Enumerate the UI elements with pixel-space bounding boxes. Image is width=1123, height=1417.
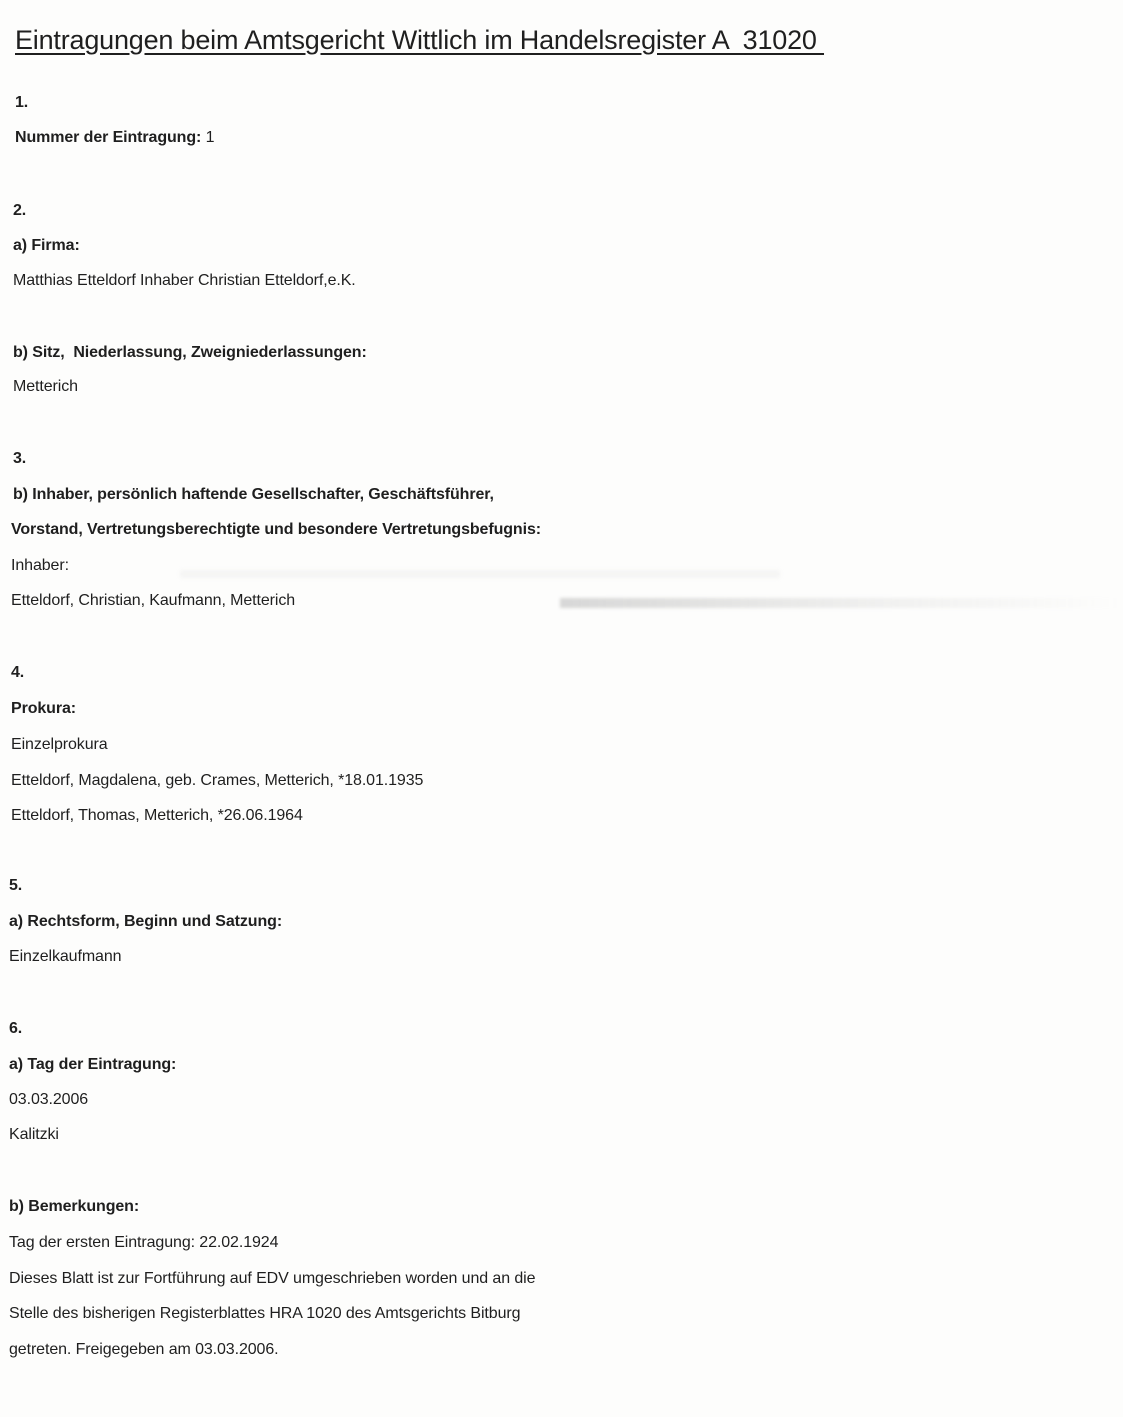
eintragungstag-signatory: Kalitzki [9,1126,59,1143]
rechtsform-label: a) Rechtsform, Beginn und Satzung: [9,913,283,930]
entry-number-row [15,129,214,147]
entry-number-value: 1 [201,129,215,146]
section-number-3: 3. [13,450,27,467]
section-number-4: 4. [11,664,25,681]
section-number-2: 2. [13,202,27,219]
inhaber-value-line-1: Inhaber: [11,557,69,574]
inhaber-label-line-2: Vorstand, Vertretungsberechtigte und besondere Vertretungsbefugnis: [11,521,541,538]
rechtsform-value: Einzelkaufmann [9,948,122,965]
firma-label: a) Firma: [13,237,80,254]
scan-artifact [180,570,780,578]
bemerkungen-line: Dieses Blatt ist zur Fortführung auf EDV umgeschrieben worden und an die [9,1270,536,1287]
inhaber-value-line-2: Etteldorf, Christian, Kaufmann, Metterich [11,592,296,609]
inhaber-label-line-1: b) Inhaber, persönlich haftende Gesellschafter, Geschäftsführer, [13,486,494,503]
sitz-value: Metterich [13,378,78,395]
sitz-label: b) Sitz, Niederlassung, Zweigniederlassungen: [13,344,367,361]
section-number-6: 6. [9,1020,23,1037]
bemerkungen-line: getreten. Freigegeben am 03.03.2006. [9,1341,279,1358]
firma-value: Matthias Etteldorf Inhaber Christian Etteldorf,e.K. [13,272,356,289]
bemerkungen-line: Tag der ersten Eintragung: 22.02.1924 [9,1234,279,1251]
bemerkungen-line: Stelle des bisherigen Registerblattes HRA 1020 des Amtsgerichts Bitburg [9,1305,521,1322]
prokura-line: Etteldorf, Magdalena, geb. Crames, Metterich, *18.01.1935 [11,772,424,789]
section-number-1: 1. [15,94,29,111]
prokura-line: Einzelprokura [11,736,108,753]
scan-artifact [560,598,1120,608]
prokura-label: Prokura: [11,700,76,717]
bemerkungen-label: b) Bemerkungen: [9,1198,140,1215]
section-number-5: 5. [9,877,23,894]
document-title: Eintragungen beim Amtsgericht Wittlich im Handelsregister A 31020 [15,25,825,55]
prokura-line: Etteldorf, Thomas, Metterich, *26.06.1964 [11,807,303,824]
eintragungstag-value: 03.03.2006 [9,1091,89,1108]
entry-number-label: Nummer der Eintragung: [15,129,202,146]
eintragungstag-label: a) Tag der Eintragung: [9,1056,177,1073]
